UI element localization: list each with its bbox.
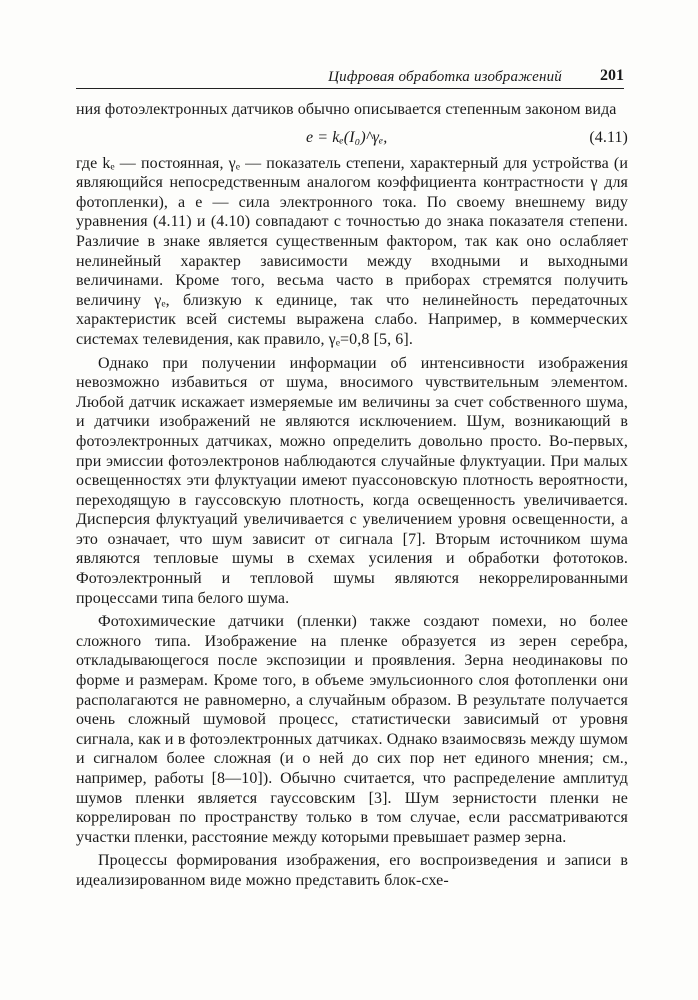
page-body <box>76 100 628 891</box>
paragraph-photochemical-noise: Фотохимические датчики (пленки) также создают помехи, но более сложного типа. Изображение на пленке образуется из зерен серебра, откладывающегося после экспозиции и проявления. Зерна неодинаковы по форме и размерам. Кроме того, в объеме эмульсионного слоя фотопленки они располагаются не равномерно, а случайным образом. В результате получается очень сложный шумовой процесс, статистически зависимый от уровня сигнала, как и в фотоэлектронных датчиках. Однако взаимосвязь между шумом и сигналом более сложная (и о ней до сих пор нет единого мнения; см., например, работы [8—10]). Обычно считается, что распределение амплитуд шумов пленки является гауссовским [3]. Шум зернистости пленки не коррелирован по пространству только в том случае, если рассматриваются участки пленки, расстояние между которыми превышает размер зерна. <box>76 613 628 846</box>
paragraph-continuation: ния фотоэлектронных датчиков обычно описывается степенным законом вида <box>76 101 617 118</box>
equation-4-11 <box>76 122 628 152</box>
running-title: Цифровая обработка изображений <box>328 69 562 85</box>
page-number: 201 <box>600 67 624 84</box>
equation-number: (4.11) <box>589 128 628 146</box>
paragraph-photoelectronic-noise: Однако при получении информации об интенсивности изображения невозможно избавиться от шума, вносимого чувствительным элементом. Любой датчик искажает измеряемые им величины за счет собственного шума, и датчики изображений не являются исключением. Шум, возникающий в фотоэлектронных датчиках, можно определить довольно просто. Во-первых, при эмиссии фотоэлектронов наблюдаются случайные флуктуации. При малых освещенностях эти флуктуации имеют пуассоновскую плотность вероятности, переходящую в гауссовскую плотность, когда освещенность увеличивается. Дисперсия флуктуаций увеличивается с увеличением уровня освещенности, а это означает, что шум зависит от сигнала [7]. Вторым источником шума являются тепловые шумы в схемах усиления и обработки фототоков. Фотоэлектронный и тепловой шумы являются некоррелированными процессами типа белого шума. <box>76 354 628 607</box>
equation-body: e = kₑ(I₀)^γₑ, <box>306 128 388 146</box>
paragraph-block-diagram: Процессы формирования изображения, его воспроизведения и записи в идеализированном виде можно представить блок-схе- <box>76 852 628 889</box>
running-header <box>76 64 624 89</box>
paragraph-definitions: где kₑ — постоянная, γₑ — показатель степени, характерный для устройства (и являющийся непосредственным аналогом коэффициента контрастности γ для фотопленки), а e — сила электронного тока. По своему внешнему виду уравнения (4.11) и (4.10) совпадают с точностью до знака показателя степени. Различие в знаке является существенным фактором, так как оно ослабляет нелинейный характер зависимости между входными и выходными величинами. Кроме того, весьма часто в приборах стремятся получить величину γₑ, близкую к единице, так что нелинейность передаточных характеристик всей системы выражена слабо. Например, в коммерческих системах телевидения, как правило, γₑ=0,8 [5, 6]. <box>76 154 628 348</box>
